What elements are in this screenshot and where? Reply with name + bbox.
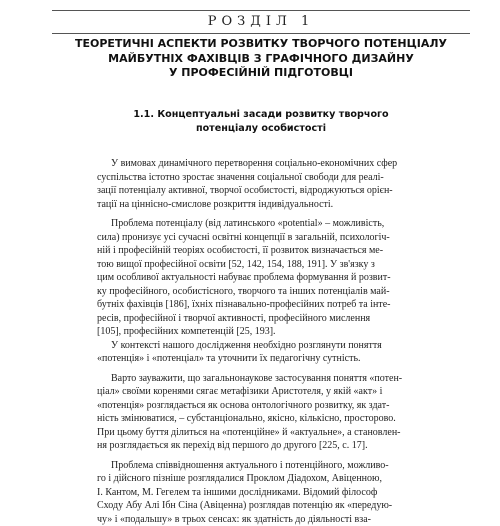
paragraph [97,372,401,453]
paragraph [97,157,401,211]
chapter-title-line: МАЙБУТНІХ ФАХІВЦІВ З ГРАФІЧНОГО ДИЗАЙНУ [52,52,470,67]
text-line: При цьому буття ділиться на «потенційне» й «актуальне», а становлен- [97,426,401,440]
text-line: Проблема співвідношення актуального і потенційного, можливо- [97,459,401,473]
text-line: ність змінюватися, – субстанціонально, якісно, кількісно, просторово. [97,412,401,426]
text-line: суспільства істотно зростає значення соціальної свободи для реалі- [97,171,401,185]
text-line: ресів, професійної і творчої активності, професійного мислення [97,312,401,326]
text-line: ку професійного, особистісного, творчого та інших потенціалів май- [97,285,401,299]
text-line: го і дійсного пізніше розглядалися Проклом Діадохом, Авіценною, [97,472,401,486]
chapter-title-line: ТЕОРЕТИЧНІ АСПЕКТИ РОЗВИТКУ ТВОРЧОГО ПОТЕНЦІАЛУ [52,37,470,52]
body-text [97,157,401,526]
subsection-title-line: 1.1. Концептуальні засади розвитку творчого [52,108,470,122]
text-line: сила) пронизує усі сучасні освітні концепції в загальній, психологіч- [97,231,401,245]
text-line: У вимовах динамічного перетворення соціально-економічних сфер [97,157,401,171]
text-line: ціал» своїми коренями сягає метафізики Аристотеля, у якій «акт» і [97,385,401,399]
paragraph [97,339,401,366]
text-line: Проблема потенціалу (від латинського «potential» – можливість, [97,217,401,231]
text-line: І. Кантом, М. Гегелем та іншими дослідниками. Відомий філософ [97,486,401,500]
text-line: зації потенціалу активної, творчої особистості, відроджуються орієн- [97,184,401,198]
chapter-title-line: У ПРОФЕСІЙНІЙ ПІДГОТОВЦІ [52,66,470,81]
text-line: тації на ціннісно-смислове розкриття індивідуальності. [97,198,401,212]
text-line: чу» і «подальшу» в трьох сенсах: як здатність до діяльності вза- [97,513,401,526]
text-line: цим особливої актуальності набуває проблема формування й розвит- [97,271,401,285]
text-line: ній і професійній теоріях особистості, її розвиток визначається ме- [97,244,401,258]
text-line: У контексті нашого дослідження необхідно розглянути поняття [97,339,401,353]
text-line: «потенція» і «потенціал» та уточнити їх педагогічну сутність. [97,352,401,366]
paragraph [97,459,401,526]
text-line: тою вищої професійної освіти [52, 142, 154, 188, 191]. У зв'язку з [97,258,401,272]
text-line: [105], професійних компетенцій [25, 193]. [97,325,401,339]
text-line: «потенція» розглядається як основа онтологічного розвитку, як здат- [97,399,401,413]
text-line: бутніх фахівців [186], їхніх пізнавально-професійних потреб та інте- [97,298,401,312]
text-line: ня розглядається як перехід від першого до другого [225, с. 17]. [97,439,401,453]
subsection-title [52,108,470,136]
text-line: Варто зауважити, що загальнонаукове застосування поняття «потен- [97,372,401,386]
subsection-title-line: потенціалу особистості [52,122,470,136]
paragraph [97,217,401,339]
chapter-title [52,37,470,81]
text-line: Сходу Абу Алі Ібн Сіна (Авіценна) розглядав потенцію як «передую- [97,499,401,513]
section-header: РОЗДІЛ 1 [52,10,470,34]
